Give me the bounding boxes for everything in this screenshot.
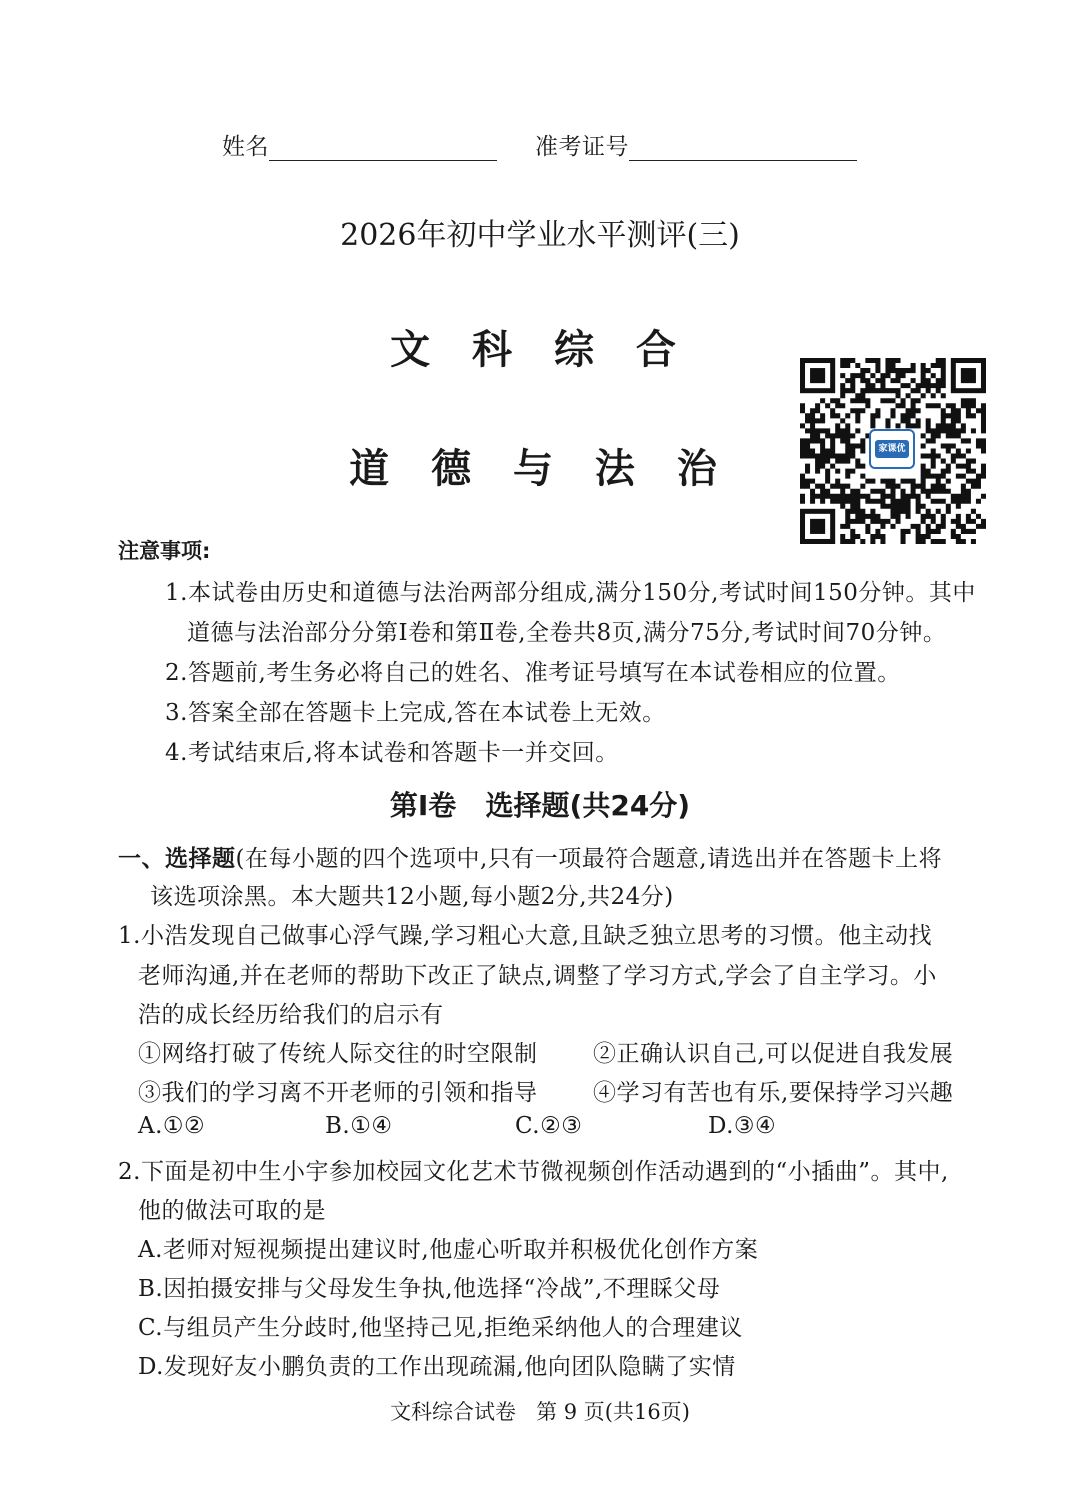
note-item: 4.考试结束后,将本试卷和答题卡一并交回。 [165, 740, 619, 766]
note-item: 3.答案全部在答题卡上完成,答在本试卷上无效。 [165, 700, 666, 726]
sub-subject-title: 道 德 与 法 治 [349, 446, 731, 492]
q1-stem-line: 1.小浩发现自己做事心浮气躁,学习粗心大意,且缺乏独立思考的习惯。他主动找 [118, 923, 933, 949]
q2-stem-line: 他的做法可取的是 [138, 1198, 326, 1224]
q2-option-c: C.与组员产生分歧时,他坚持己见,拒绝采纳他人的合理建议 [138, 1315, 743, 1341]
page-footer: 文科综合试卷 第 9 页(共16页) [390, 1400, 690, 1424]
qr-finder-pattern [953, 361, 983, 391]
q2-option-a: A.老师对短视频提出建议时,他虚心听取并积极优化创作方案 [138, 1237, 759, 1263]
q1-option-b: B.①④ [325, 1113, 393, 1139]
name-blank [269, 134, 497, 161]
exam-id-blank [629, 134, 857, 161]
exam-id-field [535, 128, 857, 161]
q2-option-d: D.发现好友小鹏负责的工作出现疏漏,他向团队隐瞒了实情 [138, 1354, 736, 1380]
q1-statement: ④学习有苦也有乐,要保持学习兴趣 [593, 1080, 954, 1106]
name-label: 姓名 [222, 134, 269, 160]
subject-title: 文 科 综 合 [390, 327, 690, 373]
q1-option-a: A.①② [138, 1113, 206, 1139]
section-instruction [118, 840, 942, 873]
instruction-line: 该选项涂黑。本大题共12小题,每小题2分,共24分) [150, 884, 674, 910]
note-item: 道德与法治部分分第Ⅰ卷和第Ⅱ卷,全卷共8页,满分75分,考试时间70分钟。 [187, 620, 947, 646]
qr-finder-pattern [803, 511, 833, 541]
note-item: 1.本试卷由历史和道德与法治两部分组成,满分150分,考试时间150分钟。其中 [165, 580, 976, 606]
section-label: 一、选择题 [118, 846, 236, 872]
q1-statement: ③我们的学习离不开老师的引领和指导 [138, 1080, 538, 1106]
q1-stem-line: 老师沟通,并在老师的帮助下改正了缺点,调整了学习方式,学会了自主学习。小 [138, 963, 937, 989]
q1-statement: ①网络打破了传统人际交往的时空限制 [138, 1041, 538, 1067]
q1-option-d: D.③④ [708, 1113, 777, 1139]
qr-finder-pattern [803, 361, 833, 391]
notes-heading: 注意事项: [118, 539, 211, 563]
q1-stem-line: 浩的成长经历给我们的启示有 [138, 1002, 444, 1028]
q1-statement: ②正确认识自己,可以促进自我发展 [593, 1041, 954, 1067]
name-field [222, 128, 497, 161]
exam-title: 2026年初中学业水平测评(三) [340, 218, 740, 253]
q2-option-b: B.因拍摄安排与父母发生争执,他选择“冷战”,不理睬父母 [138, 1276, 721, 1302]
exam-id-label: 准考证号 [535, 134, 629, 160]
q1-option-c: C.②③ [515, 1113, 583, 1139]
qr-brand-logo [869, 429, 915, 469]
qr-brand-text: 家课优 [875, 440, 909, 458]
note-item: 2.答题前,考生务必将自己的姓名、准考证号填写在本试卷相应的位置。 [165, 660, 901, 686]
q2-stem-line: 2.下面是初中生小宇参加校园文化艺术节微视频创作活动遇到的“小插曲”。其中, [118, 1159, 949, 1185]
section-title: 第Ⅰ卷 选择题(共24分) [389, 789, 691, 822]
instruction-line: (在每小题的四个选项中,只有一项最符合题意,请选出并在答题卡上将 [235, 846, 943, 872]
